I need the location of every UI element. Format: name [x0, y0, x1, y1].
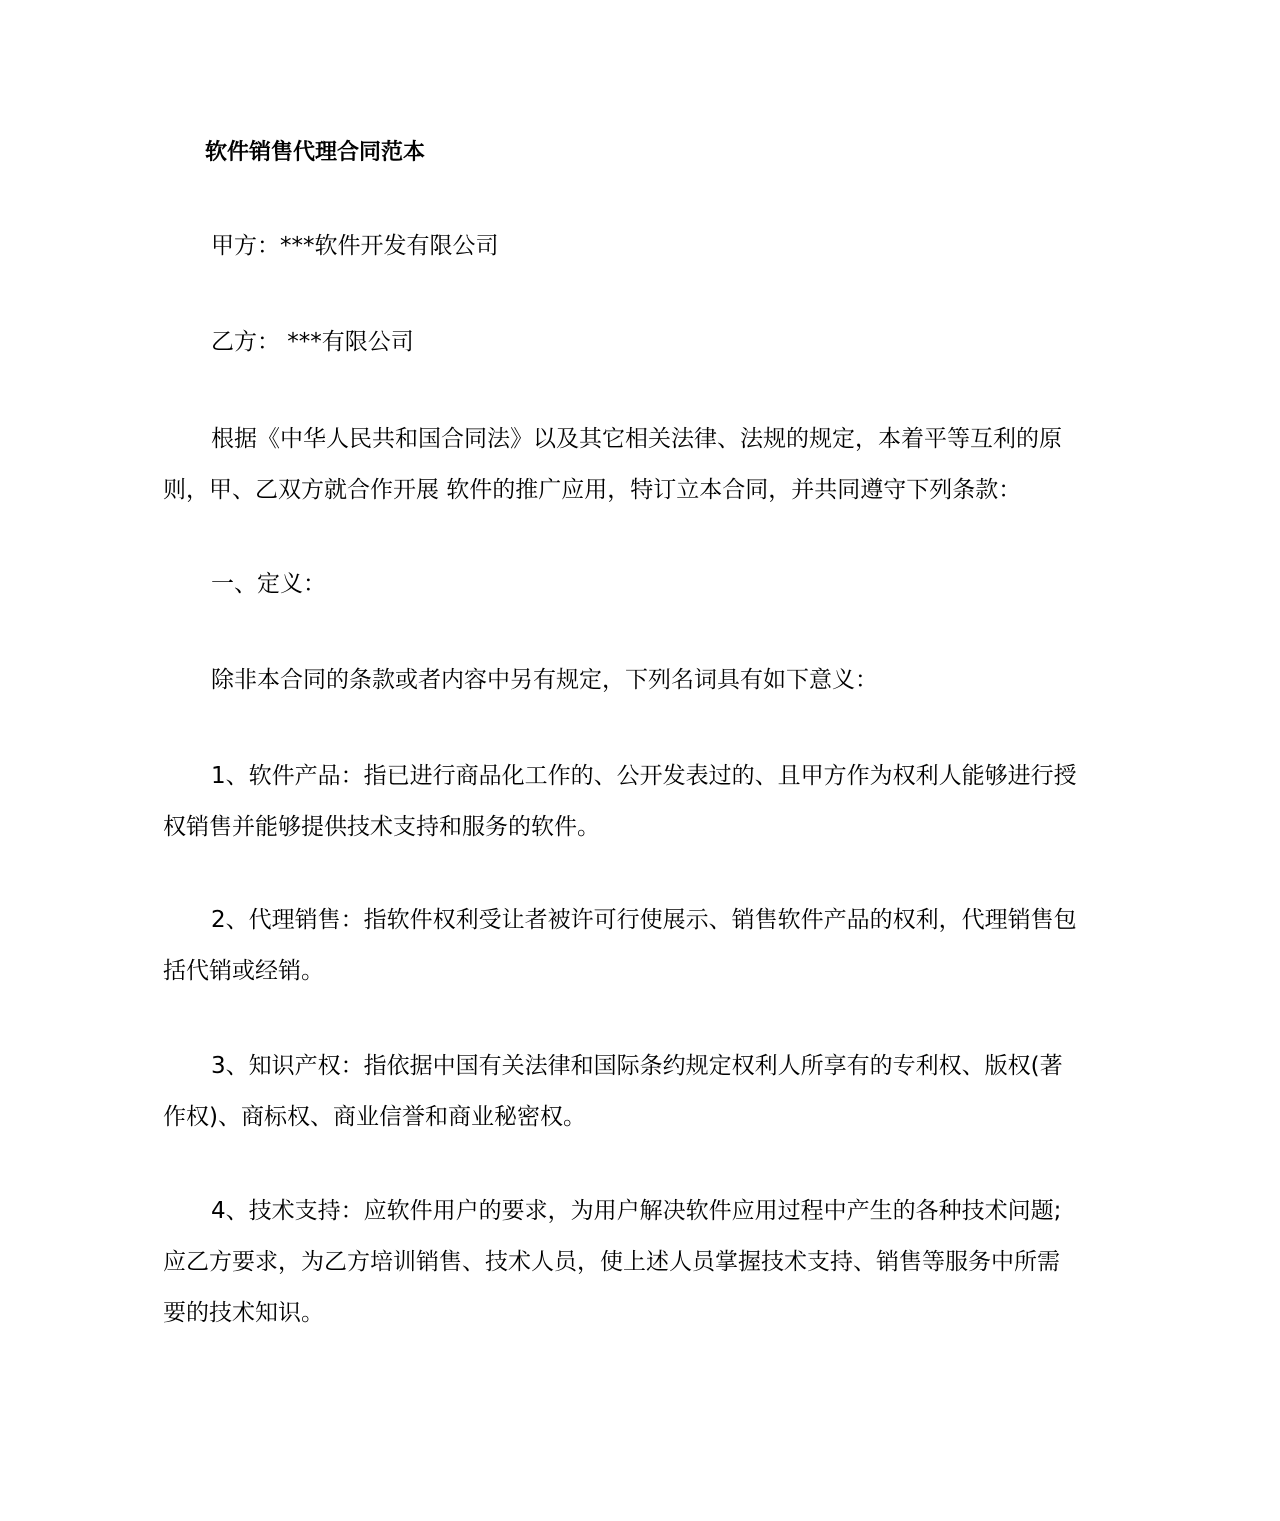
- definition-item-3: [163, 1041, 1123, 1143]
- text-line: 3、知识产权：指依据中国有关法律和国际条约规定权利人所享有的专利权、版权(著: [211, 1053, 1063, 1079]
- text-line: 作权)、商标权、商业信誉和商业秘密权。: [163, 1104, 586, 1130]
- text-line: 权销售并能够提供技术支持和服务的软件。: [163, 814, 600, 840]
- text-line: 括代销或经销。: [163, 958, 324, 984]
- party-b: [163, 317, 1123, 368]
- party-a: [163, 221, 1123, 272]
- text-line: 2、代理销售：指软件权利受让者被许可行使展示、销售软件产品的权利，代理销售包: [211, 907, 1077, 933]
- preamble-paragraph: [163, 414, 1123, 516]
- text-line: 4、技术支持：应软件用户的要求，为用户解决软件应用过程中产生的各种技术问题;: [211, 1198, 1062, 1224]
- definition-item-4: [163, 1186, 1123, 1339]
- text-line: 根据《中华人民共和国合同法》以及其它相关法律、法规的规定，本着平等互利的原: [211, 426, 1062, 452]
- definition-item-2: [163, 895, 1123, 997]
- text-line: 甲方：***软件开发有限公司: [211, 233, 499, 259]
- text-line: 应乙方要求，为乙方培训销售、技术人员，使上述人员掌握技术支持、销售等服务中所需: [163, 1249, 1060, 1275]
- definition-item-1: [163, 751, 1123, 853]
- text-line: 乙方： ***有限公司: [211, 329, 414, 355]
- text-line: 除非本合同的条款或者内容中另有规定，下列名词具有如下意义：: [211, 667, 878, 693]
- text-line: 1、软件产品：指已进行商品化工作的、公开发表过的、且甲方作为权利人能够进行授: [211, 763, 1077, 789]
- text-line: 则，甲、乙双方就合作开展 软件的推广应用，特订立本合同，并共同遵守下列条款：: [163, 477, 1022, 503]
- text-line: 要的技术知识。: [163, 1300, 324, 1326]
- text-line: 一、定义：: [211, 571, 326, 597]
- definitions-intro: [163, 655, 1123, 706]
- document-title: 软件销售代理合同范本: [205, 140, 426, 165]
- section-heading-definitions: [163, 559, 1123, 610]
